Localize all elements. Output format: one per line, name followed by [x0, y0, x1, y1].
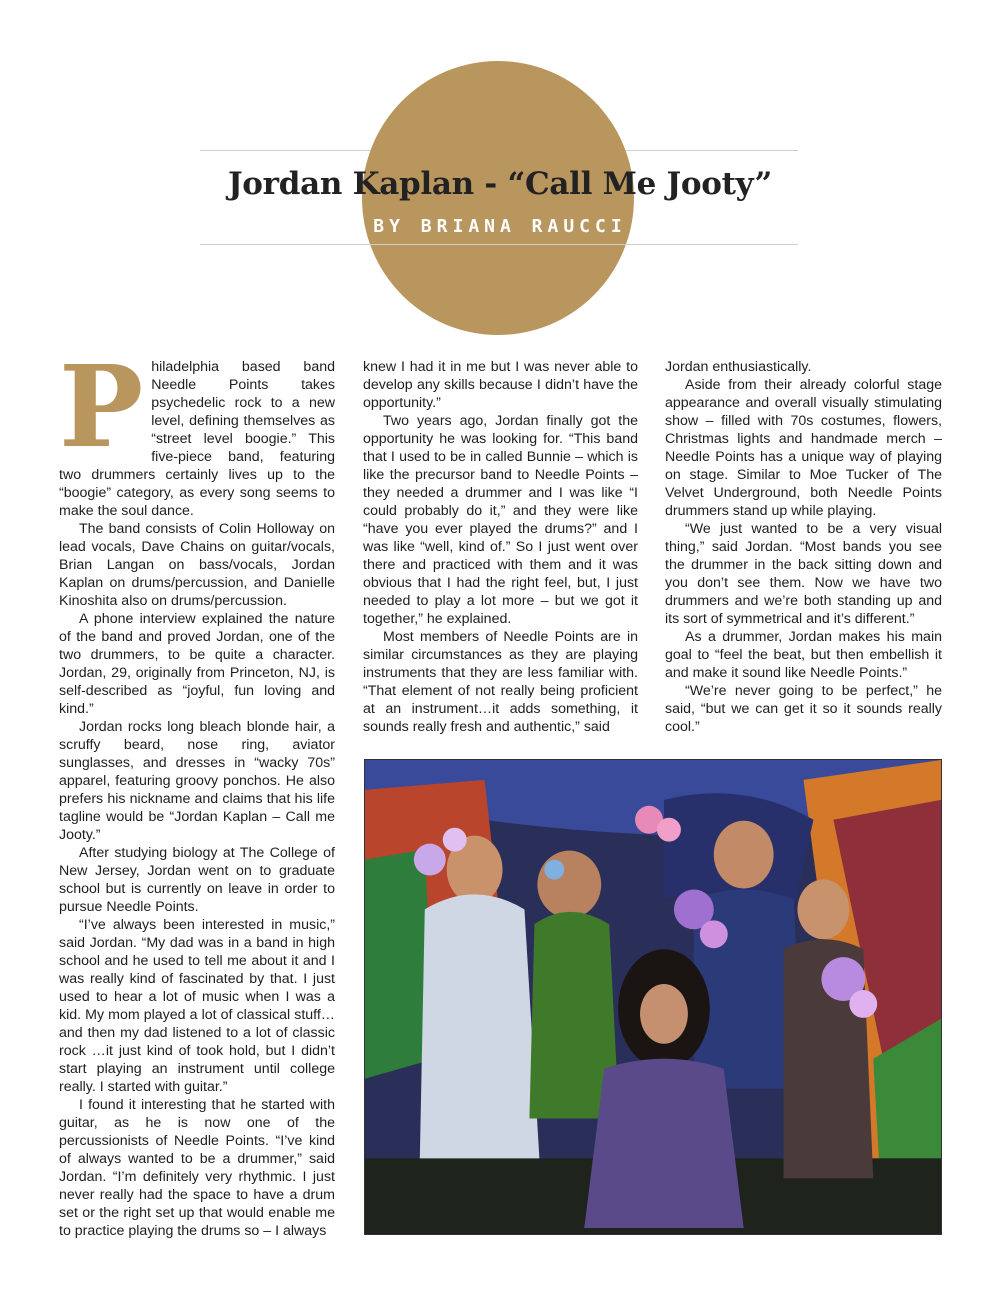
paragraph: “I’ve always been interested in music,” said Jordan. “My dad was in a band in high school and he used to tell me about it and I was really kind of fascinated by that. I just used to hear a lot of music when I was a kid. My mom played a lot of classical stuff…and then my dad listened to a lot of classic rock …it just kind of took hold, but I didn’t start playing an instrument until college really. I started with guitar.”	[59, 917, 335, 1095]
paragraph: Most members of Needle Points are in similar circumstances as they are playing instruments that they are less familiar with. “That element of not really being proficient at an instrument…it adds something, it sounds really fresh and authentic,” said	[363, 629, 638, 735]
paragraph: “We’re never going to be perfect,” he said, “but we can get it so it sounds really cool.”	[665, 683, 942, 735]
paragraph: “We just wanted to be a very visual thing,” said Jordan. “Most bands you see the drummer in the back sitting down and you don’t see them. Now we have two drummers and we’re both standing up and its sort of symmetrical and it’s different.”	[665, 521, 942, 627]
paragraph: I found it interesting that he started with guitar, as he is now one of the percussionists of Needle Points. “I’ve kind of always wanted to be a drummer,” said Jordan. “I’m definitely very rhythmic. I just never really had the space to have a drum set or the right set up that would enable me to practice playing the drums so – I always	[59, 1097, 335, 1239]
paragraph: Jordan rocks long bleach blonde hair, a scruffy beard, nose ring, aviator sunglasses, and dresses in “wacky 70s” apparel, featuring groovy ponchos. He also prefers his nickname and claims that his life tagline would be “Jordan Kaplan – Call me Jooty.”	[59, 719, 335, 843]
article-title: Jordan Kaplan - “Call Me Jooty”	[227, 166, 773, 202]
article-byline: BY BRIANA RAUCCI	[373, 216, 627, 237]
paragraph: Jordan enthusiastically.	[665, 359, 812, 375]
paragraph: The band consists of Colin Holloway on lead vocals, Dave Chains on guitar/vocals, Brian Langan on bass/vocals, Jordan Kaplan on drums/percussion, and Danielle Kinoshita also on drums/percussion.	[59, 521, 335, 609]
paragraph: Two years ago, Jordan finally got the opportunity he was looking for. “This band that I used to be in called Bunnie – which is like the precursor band to Needle Points – they needed a drummer and I was like “I could probably do it,” and they were like “have you ever played the drums?” and I was like “well, kind of.” So I just went over there and practiced with them and it was obvious that I had the right feel, but, I just needed to play a lot more – but we got it together,” he explained.	[363, 413, 638, 627]
paragraph: Aside from their already colorful stage appearance and overall visually stimulating show – filled with 70s costumes, flowers, Christmas lights and handmade merch – Needle Points has a unique way of playing on stage. Similar to Moe Tucker of The Velvet Underground, both Needle Points drummers stand up while playing.	[665, 377, 942, 519]
paragraph: knew I had it in me but I was never able to develop any skills because I didn’t have the opportunity.”	[363, 359, 638, 411]
band-photo	[364, 759, 942, 1235]
paragraph: As a drummer, Jordan makes his main goal to “feel the beat, but then embellish it and make it sound like Needle Points.”	[665, 629, 942, 681]
paragraph: Philadelphia based band Needle Points takes psychedelic rock to a new level, defining themselves as “street level boogie.” This five-piece band, featuring two drummers certainly lives up to the “boogie” category, as every song seems to make the soul dance.	[59, 342, 335, 519]
article-column-1	[59, 342, 335, 1240]
drop-cap: P	[59, 342, 144, 473]
article-column-3	[665, 358, 942, 736]
paragraph: A phone interview explained the nature of the band and proved Jordan, one of the two drummers, to be quite a character. Jordan, 29, originally from Princeton, NJ, is self-described as “joyful, fun loving and kind.”	[59, 611, 335, 717]
band-photo-illustration	[365, 760, 941, 1234]
header-rule-bottom	[200, 244, 798, 245]
article-column-2	[363, 358, 638, 736]
paragraph: After studying biology at The College of New Jersey, Jordan went on to graduate school but is currently on leave in order to pursue Needle Points.	[59, 845, 335, 915]
